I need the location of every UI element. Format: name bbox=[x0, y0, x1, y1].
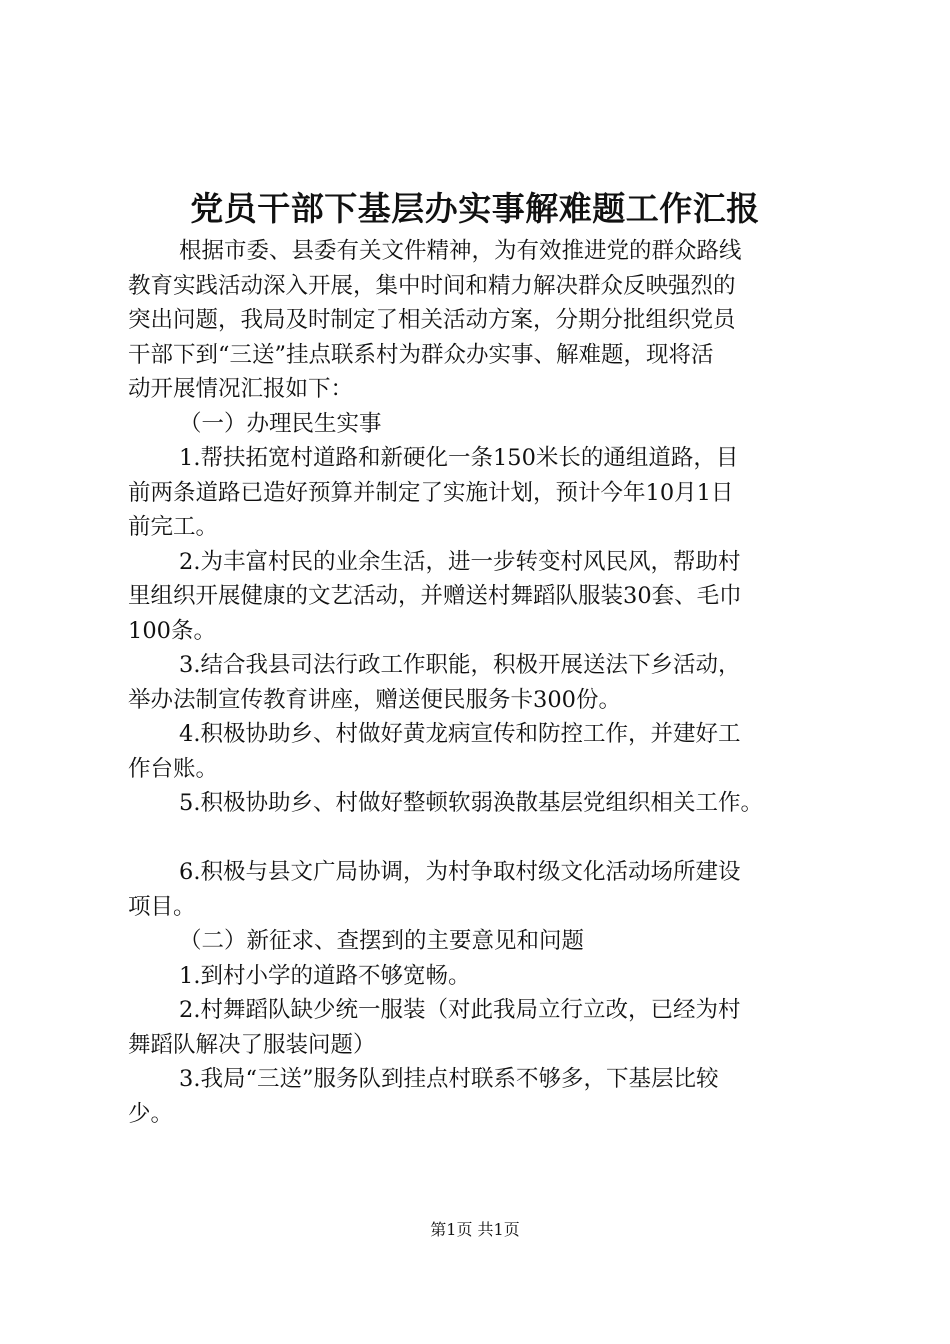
list-item: 1.帮扶拓宽村道路和新硬化一条150米长的通组道路，目 bbox=[179, 445, 739, 471]
list-item-continuation: 作台账。 bbox=[128, 755, 219, 782]
page-footer: 第1页 共1页 bbox=[430, 1220, 520, 1239]
list-item: 5.积极协助乡、村做好整顿软弱涣散基层党组织相关工作。 bbox=[179, 790, 763, 816]
list-item-continuation: 前完工。 bbox=[128, 514, 219, 540]
list-item: 1.到村小学的道路不够宽畅。 bbox=[179, 962, 471, 989]
paragraph-line: 突出问题，我局及时制定了相关活动方案，分期分批组织党员 bbox=[128, 307, 736, 333]
list-item-continuation: 舞蹈队解决了服装问题） bbox=[128, 1031, 376, 1058]
list-item: 2.为丰富村民的业余生活，进一步转变村风民风，帮助村 bbox=[179, 548, 741, 575]
list-item: 6.积极与县文广局协调，为村争取村级文化活动场所建设 bbox=[179, 859, 741, 885]
paragraph-line: 教育实践活动深入开展，集中时间和精力解决群众反映强烈的 bbox=[128, 272, 736, 299]
section-heading: （二）新征求、查摆到的主要意见和问题 bbox=[179, 928, 585, 954]
blank-line bbox=[128, 821, 830, 856]
document-title: 党员干部下基层办实事解难题工作汇报 bbox=[190, 189, 760, 228]
list-item-continuation: 举办法制宣传教育讲座，赠送便民服务卡300份。 bbox=[128, 686, 621, 713]
list-item-continuation: 少。 bbox=[128, 1100, 174, 1127]
list-item: 3.结合我县司法行政工作职能，积极开展送法下乡活动， bbox=[179, 652, 741, 678]
list-item-continuation: 100条。 bbox=[128, 617, 216, 644]
list-item: 4.积极协助乡、村做好黄龙病宣传和防控工作，并建好工 bbox=[179, 721, 741, 747]
document-body bbox=[128, 234, 830, 1131]
list-item-continuation: 项目。 bbox=[128, 893, 196, 920]
list-item: 2.村舞蹈队缺少统一服装（对此我局立行立改，已经为村 bbox=[179, 997, 741, 1023]
paragraph-line: 干部下到“三送”挂点联系村为群众办实事、解难题，现将活 bbox=[128, 341, 714, 368]
paragraph-line: 根据市委、县委有关文件精神，为有效推进党的群众路线 bbox=[179, 238, 742, 264]
list-item-continuation: 前两条道路已造好预算并制定了实施计划，预计今年10月1日 bbox=[128, 479, 734, 506]
list-item-continuation: 里组织开展健康的文艺活动，并赠送村舞蹈队服装30套、毛巾 bbox=[128, 583, 742, 609]
paragraph-line: 动开展情况汇报如下： bbox=[128, 376, 354, 402]
list-item: 3.我局“三送”服务队到挂点村联系不够多，下基层比较 bbox=[179, 1066, 719, 1092]
section-heading: （一）办理民生实事 bbox=[179, 410, 382, 437]
